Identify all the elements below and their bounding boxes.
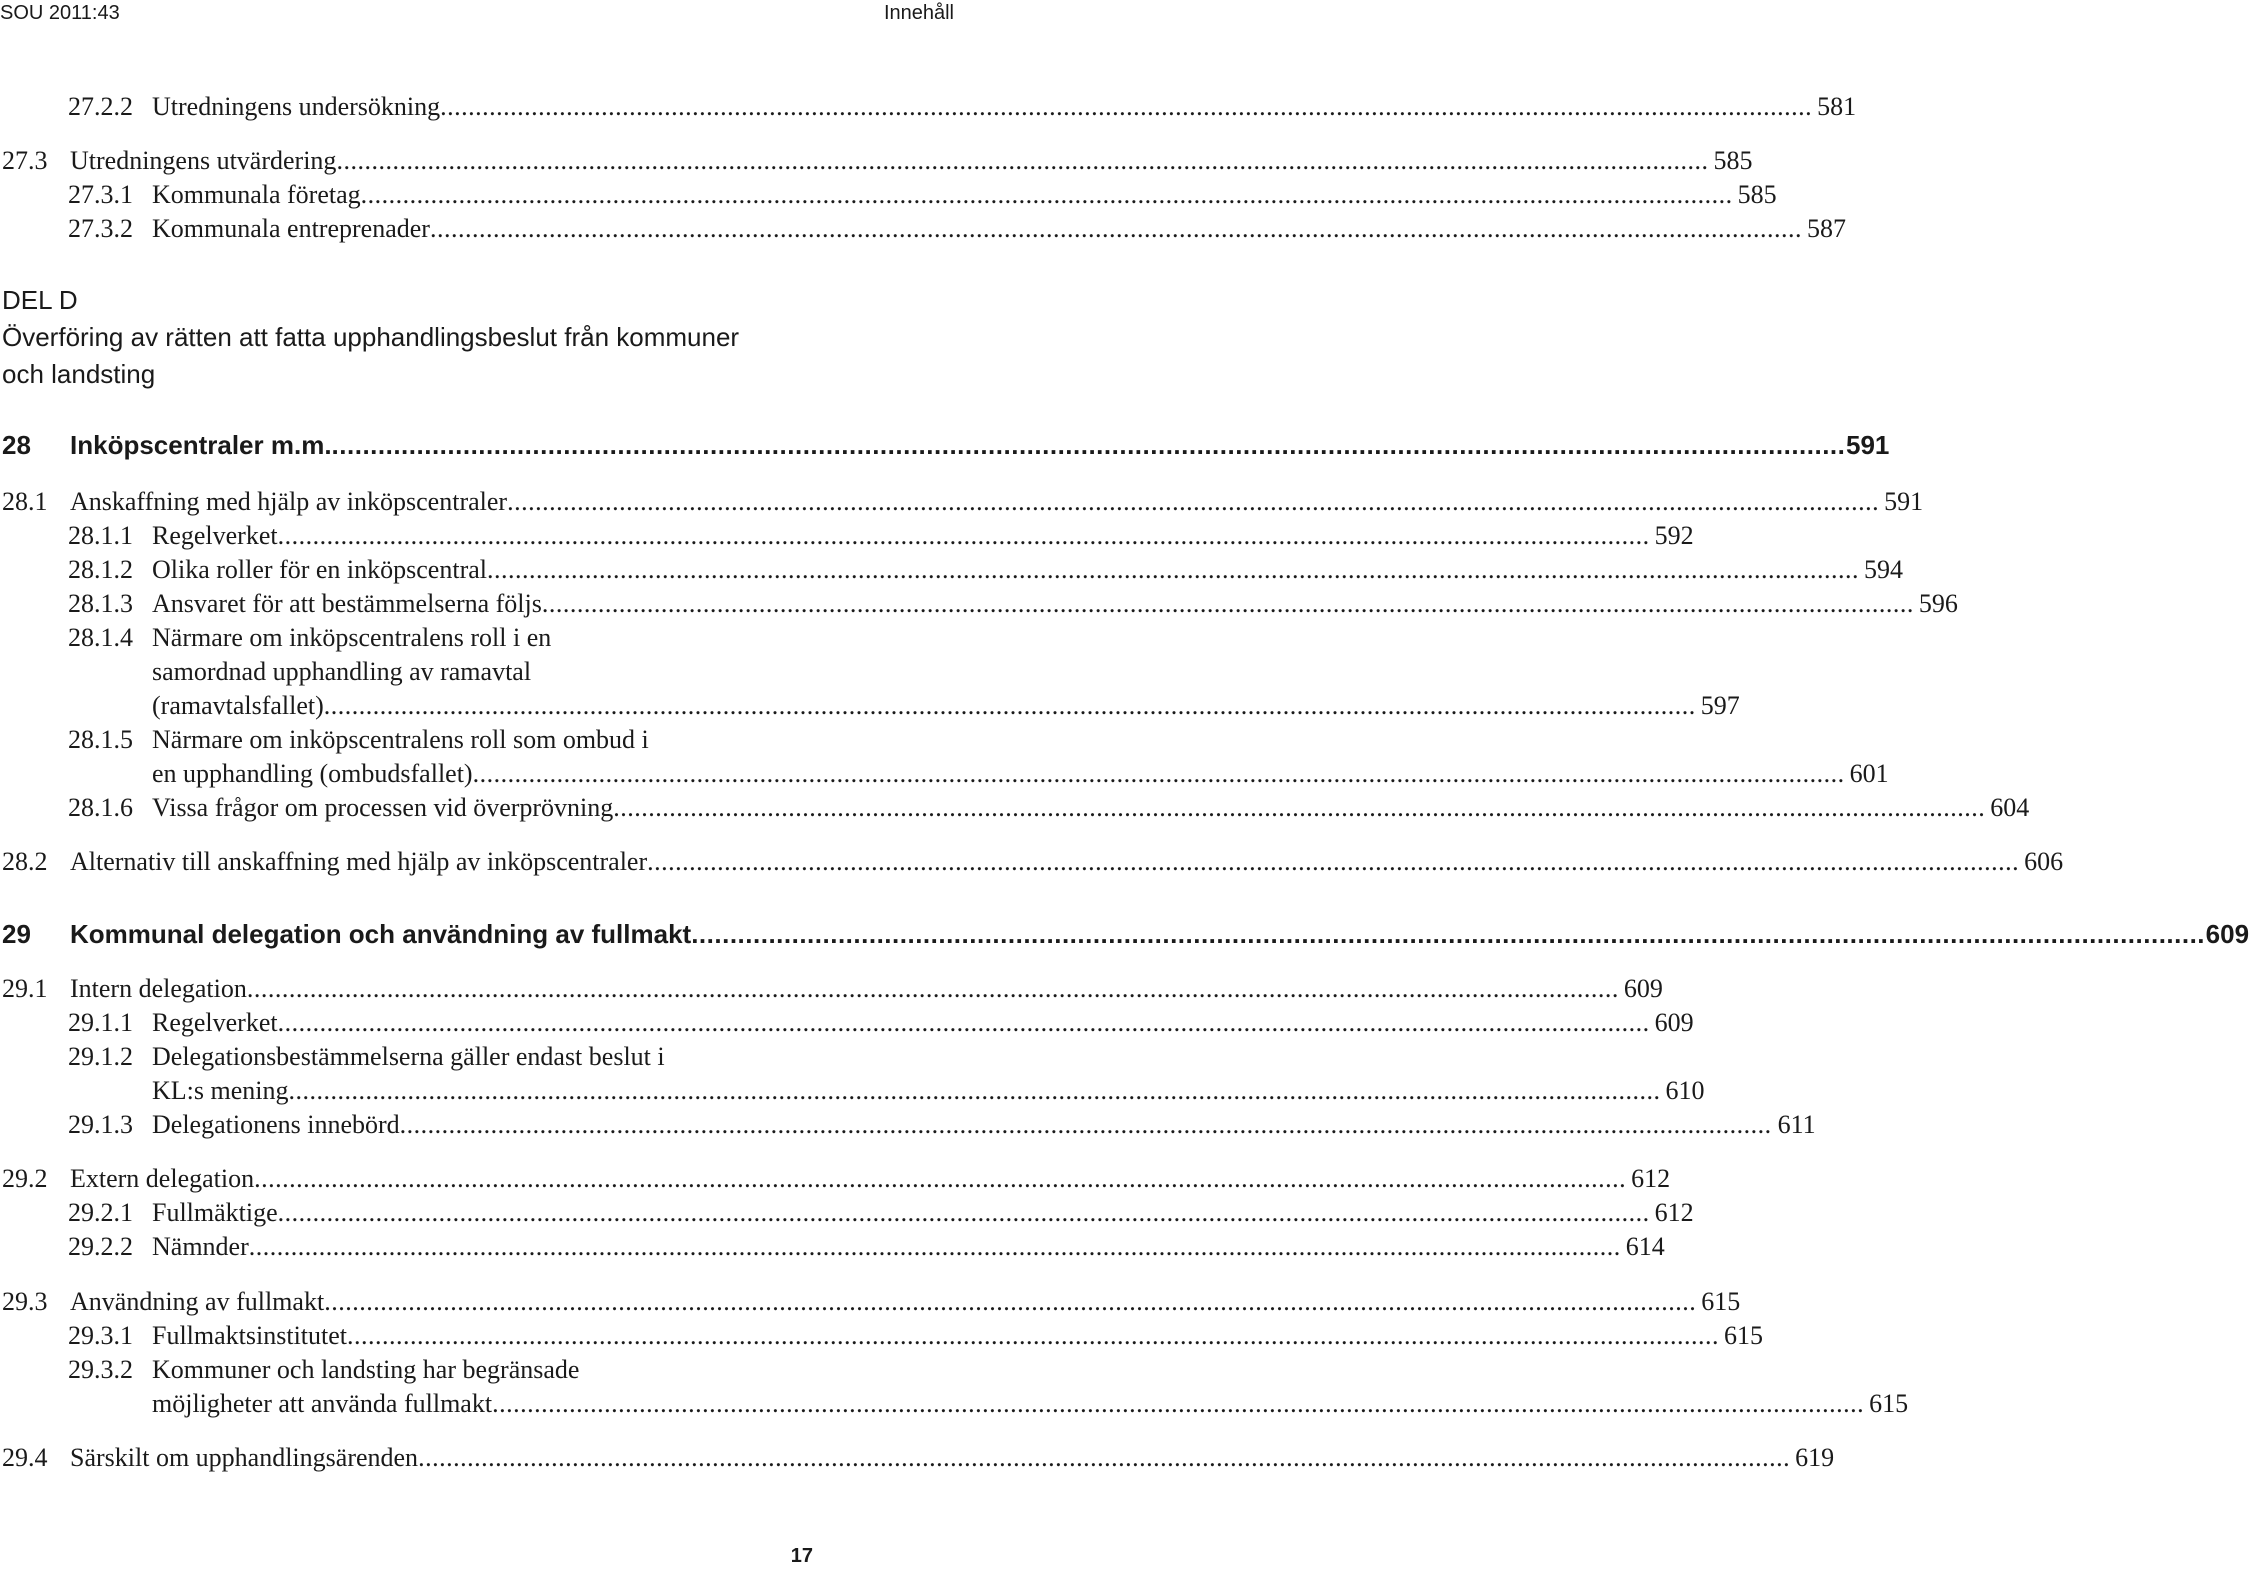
toc-title: Närmare om inköpscentralens roll i en bbox=[152, 623, 552, 652]
toc-entry-28-1-5-line2[interactable] bbox=[68, 757, 1889, 791]
toc-number: 29.3.1 bbox=[68, 1321, 133, 1350]
toc-page: 594 bbox=[1864, 555, 1903, 584]
toc-entry-29-3-2-line1[interactable] bbox=[68, 1353, 813, 1387]
toc-page: 587 bbox=[1806, 214, 1846, 243]
toc-number: 27.3.1 bbox=[68, 180, 133, 209]
toc-title: (ramavtalsfallet) bbox=[152, 691, 324, 720]
toc-title: Anskaffning med hjälp av inköpscentraler bbox=[70, 487, 508, 516]
leader-dots bbox=[278, 519, 1650, 553]
toc-number: 28.2 bbox=[2, 847, 48, 876]
toc-entry-29-1-3[interactable] bbox=[68, 1108, 1816, 1142]
toc-page: 611 bbox=[1777, 1110, 1816, 1139]
header-document-id: SOU 2011:43 bbox=[0, 2, 120, 24]
toc-page: 591 bbox=[1846, 430, 1890, 460]
leader-dots bbox=[324, 1285, 1696, 1319]
toc-page: 592 bbox=[1654, 521, 1694, 550]
toc-entry-29-1-2-line1[interactable] bbox=[68, 1040, 813, 1074]
toc-page: 609 bbox=[1654, 1008, 1694, 1037]
toc-number: 28 bbox=[2, 430, 31, 460]
part-title-line-2: och landsting bbox=[2, 359, 156, 389]
leader-dots bbox=[492, 1387, 1864, 1421]
toc-entry-27-2-2[interactable] bbox=[68, 90, 1857, 124]
toc-number: 29.2.1 bbox=[68, 1198, 133, 1227]
leader-dots bbox=[361, 178, 1733, 212]
leader-dots bbox=[332, 428, 1846, 462]
toc-page: 612 bbox=[1631, 1164, 1671, 1193]
leader-dots bbox=[247, 972, 1619, 1006]
leader-dots bbox=[691, 917, 2205, 951]
toc-title: Regelverket bbox=[152, 1008, 278, 1037]
toc-entry-27-3-1[interactable] bbox=[68, 178, 1777, 212]
toc-title: möjligheter att använda fullmakt bbox=[152, 1389, 493, 1418]
toc-page: 591 bbox=[1884, 487, 1924, 516]
toc-page: 581 bbox=[1817, 92, 1857, 121]
toc-number: 28.1.4 bbox=[68, 623, 133, 652]
toc-page: 585 bbox=[1713, 146, 1753, 175]
toc-title: Användning av fullmakt bbox=[70, 1287, 325, 1316]
toc-page: 619 bbox=[1795, 1443, 1835, 1472]
leader-dots bbox=[336, 144, 1708, 178]
leader-dots bbox=[487, 553, 1859, 587]
toc-page: 614 bbox=[1625, 1232, 1665, 1261]
toc-title: Vissa frågor om processen vid överprövning bbox=[152, 793, 614, 822]
leader-dots bbox=[324, 689, 1696, 723]
page-number: 17 bbox=[790, 1545, 813, 1567]
toc-title: Ansvaret för att bestämmelserna följs bbox=[152, 589, 542, 618]
toc-number: 28.1 bbox=[2, 487, 48, 516]
toc-number: 29.2.2 bbox=[68, 1232, 133, 1261]
toc-entry-29-2-2[interactable] bbox=[68, 1230, 1665, 1264]
part-label: DEL D bbox=[2, 285, 78, 315]
toc-chapter-29[interactable] bbox=[2, 917, 2249, 951]
toc-title: Kommunal delegation och användning av fullmakt bbox=[70, 919, 692, 949]
toc-number: 27.3 bbox=[2, 146, 48, 175]
toc-page: 610 bbox=[1665, 1076, 1705, 1105]
leader-dots bbox=[647, 845, 2019, 879]
leader-dots bbox=[278, 1006, 1650, 1040]
toc-entry-29-1-1[interactable] bbox=[68, 1006, 1694, 1040]
toc-number: 28.1.1 bbox=[68, 521, 133, 550]
toc-number: 29.1.2 bbox=[68, 1042, 133, 1071]
toc-number: 29.1.3 bbox=[68, 1110, 133, 1139]
toc-title: en upphandling (ombudsfallet) bbox=[152, 759, 473, 788]
toc-entry-28-1-4-line1[interactable] bbox=[68, 621, 813, 655]
toc-title: Närmare om inköpscentralens roll som ombud i bbox=[152, 725, 649, 754]
toc-title: Kommuner och landsting har begränsade bbox=[152, 1355, 580, 1384]
toc-title: Kommunala företag bbox=[152, 180, 361, 209]
toc-number: 28.1.6 bbox=[68, 793, 133, 822]
toc-page: 597 bbox=[1700, 691, 1740, 720]
toc-entry-28-1-4-line3[interactable] bbox=[68, 689, 1740, 723]
toc-entry-29-4[interactable] bbox=[2, 1441, 1835, 1475]
toc-page: 615 bbox=[1724, 1321, 1764, 1350]
toc-title: Fullmaktsinstitutet bbox=[152, 1321, 348, 1350]
toc-entry-28-1-3[interactable] bbox=[68, 587, 1958, 621]
toc-number: 27.2.2 bbox=[68, 92, 133, 121]
toc-title: Regelverket bbox=[152, 521, 278, 550]
toc-number: 29.1 bbox=[2, 974, 48, 1003]
toc-title: Utredningens utvärdering bbox=[70, 146, 337, 175]
toc-entry-28-1-5-line1[interactable] bbox=[68, 723, 813, 757]
toc-entry-28-1-1[interactable] bbox=[68, 519, 1694, 553]
toc-entry-29-2-1[interactable] bbox=[68, 1196, 1694, 1230]
toc-title: Fullmäktige bbox=[152, 1198, 278, 1227]
toc-title: Nämnder bbox=[152, 1232, 249, 1261]
toc-entry-28-2[interactable] bbox=[2, 845, 2064, 879]
leader-dots bbox=[418, 1441, 1790, 1475]
leader-dots bbox=[473, 757, 1845, 791]
toc-number: 29.2 bbox=[2, 1164, 48, 1193]
part-title-line-1: Överföring av rätten att fatta upphandlingsbeslut från kommuner bbox=[2, 322, 740, 352]
toc-page: 612 bbox=[1654, 1198, 1694, 1227]
toc-entry-29-1-2-line2[interactable] bbox=[68, 1074, 1705, 1108]
toc-title: Extern delegation bbox=[70, 1164, 255, 1193]
toc-number: 29.3.2 bbox=[68, 1355, 133, 1384]
toc-entry-29-3-1[interactable] bbox=[68, 1319, 1764, 1353]
toc-page: 609 bbox=[2205, 919, 2249, 949]
toc-number: 29.1.1 bbox=[68, 1008, 133, 1037]
leader-dots bbox=[347, 1319, 1719, 1353]
toc-page: 615 bbox=[1701, 1287, 1741, 1316]
toc-entry-28-1-2[interactable] bbox=[68, 553, 1903, 587]
toc-entry-29-3-2-line2[interactable] bbox=[68, 1387, 1909, 1421]
toc-page: 604 bbox=[1990, 793, 2030, 822]
toc-chapter-28[interactable] bbox=[2, 428, 1890, 462]
toc-title: KL:s mening bbox=[152, 1076, 289, 1105]
leader-dots bbox=[278, 1196, 1650, 1230]
leader-dots bbox=[289, 1074, 1661, 1108]
toc-page: 609 bbox=[1623, 974, 1663, 1003]
toc-entry-28-1[interactable] bbox=[2, 485, 1924, 519]
toc-title: Olika roller för en inköpscentral bbox=[152, 555, 487, 584]
toc-number: 27.3.2 bbox=[68, 214, 133, 243]
toc-entry-29-3[interactable] bbox=[2, 1285, 1741, 1319]
toc-title: Utredningens undersökning bbox=[152, 92, 441, 121]
toc-title: Delegationsbestämmelserna gäller endast beslut i bbox=[152, 1042, 665, 1071]
toc-title: Särskilt om upphandlingsärenden bbox=[70, 1443, 419, 1472]
leader-dots bbox=[249, 1230, 1621, 1264]
leader-dots bbox=[507, 485, 1879, 519]
toc-entry-27-3[interactable] bbox=[2, 144, 1753, 178]
toc-entry-29-1[interactable] bbox=[2, 972, 1663, 1006]
toc-number: 29 bbox=[2, 919, 31, 949]
toc-title: Delegationens innebörd bbox=[152, 1110, 400, 1139]
header-section-title: Innehåll bbox=[883, 2, 954, 24]
leader-dots bbox=[254, 1162, 1626, 1196]
leader-dots bbox=[613, 791, 1985, 825]
toc-number: 29.4 bbox=[2, 1443, 48, 1472]
toc-page: 606 bbox=[2024, 847, 2064, 876]
toc-title: Intern delegation bbox=[70, 974, 247, 1003]
toc-entry-29-2[interactable] bbox=[2, 1162, 1671, 1196]
toc-title: Kommunala entreprenader bbox=[152, 214, 430, 243]
toc-page: 601 bbox=[1849, 759, 1889, 788]
toc-number: 28.1.5 bbox=[68, 725, 133, 754]
toc-number: 29.3 bbox=[2, 1287, 48, 1316]
toc-page: 596 bbox=[1918, 589, 1958, 618]
toc-page: 615 bbox=[1869, 1389, 1909, 1418]
leader-dots bbox=[400, 1108, 1772, 1142]
toc-title: Alternativ till anskaffning med hjälp av inköpscentraler bbox=[70, 847, 648, 876]
toc-entry-28-1-4-line2: samordnad upphandling av ramavtal bbox=[152, 657, 532, 686]
leader-dots bbox=[430, 212, 1802, 246]
toc-entry-28-1-6[interactable] bbox=[68, 791, 2030, 825]
leader-dots bbox=[440, 90, 1812, 124]
toc-entry-27-3-2[interactable] bbox=[68, 212, 1846, 246]
toc-title: Inköpscentraler m.m. bbox=[70, 430, 332, 460]
leader-dots bbox=[542, 587, 1914, 621]
toc-number: 28.1.3 bbox=[68, 589, 133, 618]
toc-page: 585 bbox=[1737, 180, 1777, 209]
toc-number: 28.1.2 bbox=[68, 555, 133, 584]
